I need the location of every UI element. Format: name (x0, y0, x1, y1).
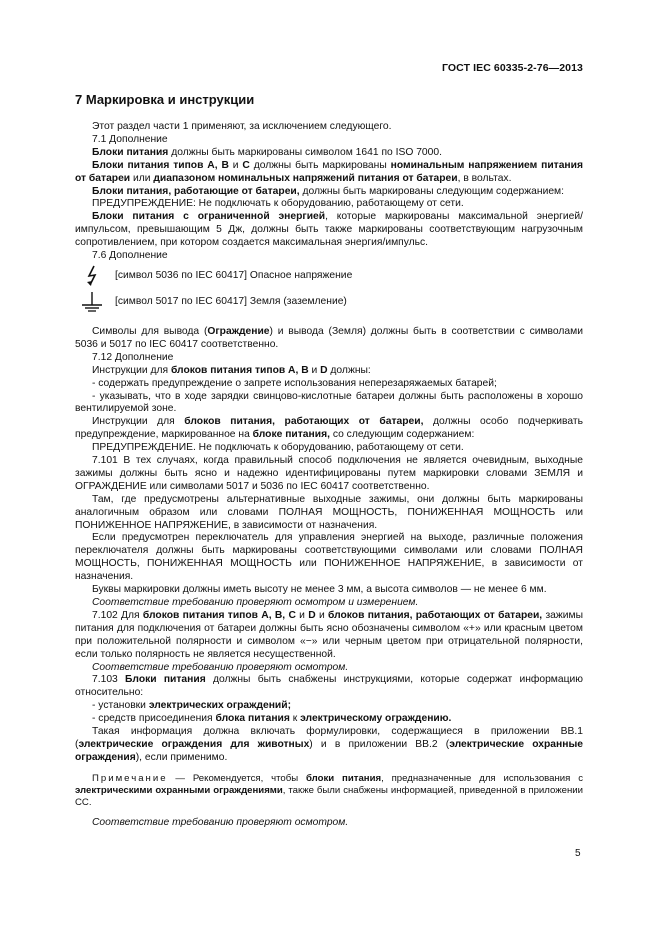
paragraph: 7.101 В тех случаях, когда правильный способ подключения не является очевидным, выходные зажимы должны быть ясно и надежно идентифицированы путем маркировки словами ЗЕМЛЯ и ОГРАЖДЕНИЕ или символами 5017 и 5036 по IEC 60417 соответственно. (75, 455, 583, 492)
compliance-statement: Соответствие требованию проверяют осмотром. (92, 661, 349, 673)
paragraph: Инструкции для блоков питания, работающих от батареи, должны особо подчеркивать предупреждение, маркированное на блоке питания, со следующим содержанием: (75, 416, 583, 441)
compliance-statement: Соответствие требованию проверяют осмотром. (92, 816, 349, 828)
paragraph: Там, где предусмотрены альтернативные выходные зажимы, они должны быть маркированы аналогичным образом или словами ПОЛНАЯ МОЩНОСТЬ, ПОНИЖЕННАЯ МОЩНОСТЬ или ПОНИЖЕННОЕ НАПРЯЖЕНИЕ, в зависимости от назначения. (75, 493, 583, 531)
list-item: - указывать, что в ходе зарядки свинцово-кислотные батареи должны быть расположены в хорошо вентилируемой зоне. (75, 390, 583, 415)
subclause-heading: 7.6 Дополнение (92, 250, 168, 262)
list-item: - средств присоединения блока питания к электрическому ограждению. (92, 713, 452, 725)
paragraph: Инструкции для блоков питания типов А, В и D должны: (92, 364, 371, 376)
paragraph: Блоки питания с ограниченной энергией, которые маркированы максимальной энергией/импульсом, превышающим 5 Дж, должны быть также маркированы соответствующим нагрузочным сопротивлением, при котором создается максимальная энергия/импульс. (75, 211, 583, 249)
standard-designation: ГОСТ IEC 60335-2-76—2013 (441, 62, 583, 74)
paragraph: Буквы маркировки должны иметь высоту не менее 3 мм, а высота символов — не менее 6 мм. (92, 584, 547, 596)
paragraph: 7.102 Для блоков питания типов А, В, С и D и блоков питания, работающих от батареи, зажимы питания для подключения от батареи должны быть ясно обозначены символом «+» или красным цветом при положительной полярности и символом «−» или черным цветом при отрицательной полярности, если только полярность не является несущественной. (75, 609, 584, 660)
earth-ground-icon (75, 291, 109, 313)
subclause-heading: 7.1 Дополнение (92, 133, 168, 145)
paragraph: ПРЕДУПРЕЖДЕНИЕ: Не подключать к оборудованию, работающему от сети. (92, 198, 464, 210)
subclause-heading: 7.12 Дополнение (92, 351, 174, 363)
symbol-caption: [символ 5017 по IEC 60417] Земля (заземление) (115, 295, 347, 307)
paragraph: Если предусмотрен переключатель для управления энергией на выходе, различные положения переключателя должны быть маркированы соответствующими символами или словами ПОЛНАЯ МОЩНОСТЬ, ПОНИЖЕННАЯ МОЩНОСТЬ или ПОНИЖЕННОЕ НАПРЯЖЕНИЕ, в зависимости от назначения. (75, 532, 583, 583)
paragraph: ПРЕДУПРЕЖДЕНИЕ. Не подключать к оборудованию, работающему от сети. (92, 442, 464, 454)
symbol-caption: [символ 5036 по IEC 60417] Опасное напряжение (115, 269, 353, 281)
section-title: 7 Маркировка и инструкции (75, 92, 255, 107)
paragraph: Блоки питания типов А, В и С должны быть маркированы номинальным напряжением питания от батареи или диапазоном номинальных напряжений питания от батареи, в вольтах. (75, 159, 583, 184)
note-label: Примечание (92, 772, 168, 784)
list-item: - содержать предупреждение о запрете использования неперезаряжаемых батарей; (92, 377, 497, 389)
paragraph: Блоки питания должны быть маркированы символом 1641 по ISO 7000. (92, 146, 442, 158)
page-number: 5 (575, 848, 581, 859)
paragraph: Этот раздел части 1 применяют, за исключением следующего. (92, 121, 392, 132)
paragraph: 7.103 Блоки питания должны быть снабжены инструкциями, которые содержат информацию относительно: (75, 674, 583, 699)
symbol-row (75, 289, 583, 315)
paragraph: Блоки питания, работающие от батареи, должны быть маркированы следующим содержанием: (92, 185, 564, 197)
list-item: - установки электрических ограждений; (92, 700, 292, 712)
high-voltage-icon (75, 265, 109, 287)
note: Примечание — Рекомендуется, чтобы блоки питания, предназначенные для использования с электрическими охранными ограждениями, также были снабжены информацией, приведенной в приложении СС. (75, 772, 583, 808)
paragraph: Такая информация должна включать формулировки, содержащиеся в приложении ВВ.1 (электрические ограждения для животных) и в приложении ВВ.2 (электрические охранные ограждения), если применимо. (75, 726, 583, 763)
page-body (75, 92, 583, 830)
symbol-row (75, 263, 583, 289)
paragraph: Символы для вывода (Ограждение) и вывода (Земля) должны быть в соответствии с символами 5036 и 5017 по IEC 60417 соответственно. (75, 325, 583, 350)
compliance-statement: Соответствие требованию проверяют осмотром и измерением. (92, 597, 419, 608)
